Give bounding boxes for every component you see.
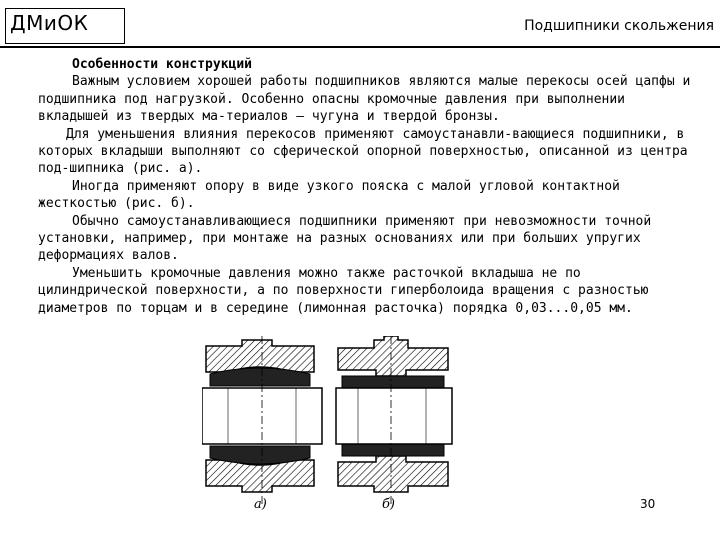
paragraph-2: Для уменьшения влияния перекосов применяют самоустанавли-вающиеся подшипники, в которых вкладыши выполняют со сферической опорной поверхностью, описанной из центра под-шипника (рис. а). [38, 126, 688, 177]
paragraph-4: Обычно самоустанавливающиеся подшипники применяют при невозможности точной установки, например, при монтаже на разных основаниях или при больших упругих деформациях валов. [38, 213, 652, 264]
slide-header [0, 0, 720, 46]
label-b: б) [382, 497, 396, 512]
header-divider [0, 46, 720, 48]
label-a: а) [254, 497, 267, 512]
bearing-a-drawing [202, 336, 322, 504]
paragraph-1: Важным условием хорошей работы подшипников являются малые перекосы осей цапфы и подшипника под нагрузкой. Особенно опасны кромочные давления при выполнении вкладышей из твердых ма-териалов – чугуна и твердой бронзы. [38, 74, 691, 125]
paragraph-3: Иногда применяют опору в виде узкого пояска с малой угловой контактной жесткостью (рис. б). [38, 178, 620, 212]
paragraph-5: Уменьшить кромочные давления можно также расточкой вкладыша не по цилиндрической поверхности, а по поверхности гиперболоида вращения с разностью диаметров по торцам и в середине (лимонная расточка) порядка 0,03...0,05 мм. [38, 265, 649, 316]
page-number: 30 [640, 497, 656, 511]
text-body [38, 56, 698, 317]
section-heading: Особенности конструкций [72, 57, 253, 72]
bearing-b-drawing [336, 336, 452, 504]
logo: ДМиОК [5, 8, 125, 44]
slide-title: Подшипники скольжения [524, 18, 714, 34]
bearing-figure [202, 336, 458, 520]
bearing-drawing [202, 336, 458, 520]
